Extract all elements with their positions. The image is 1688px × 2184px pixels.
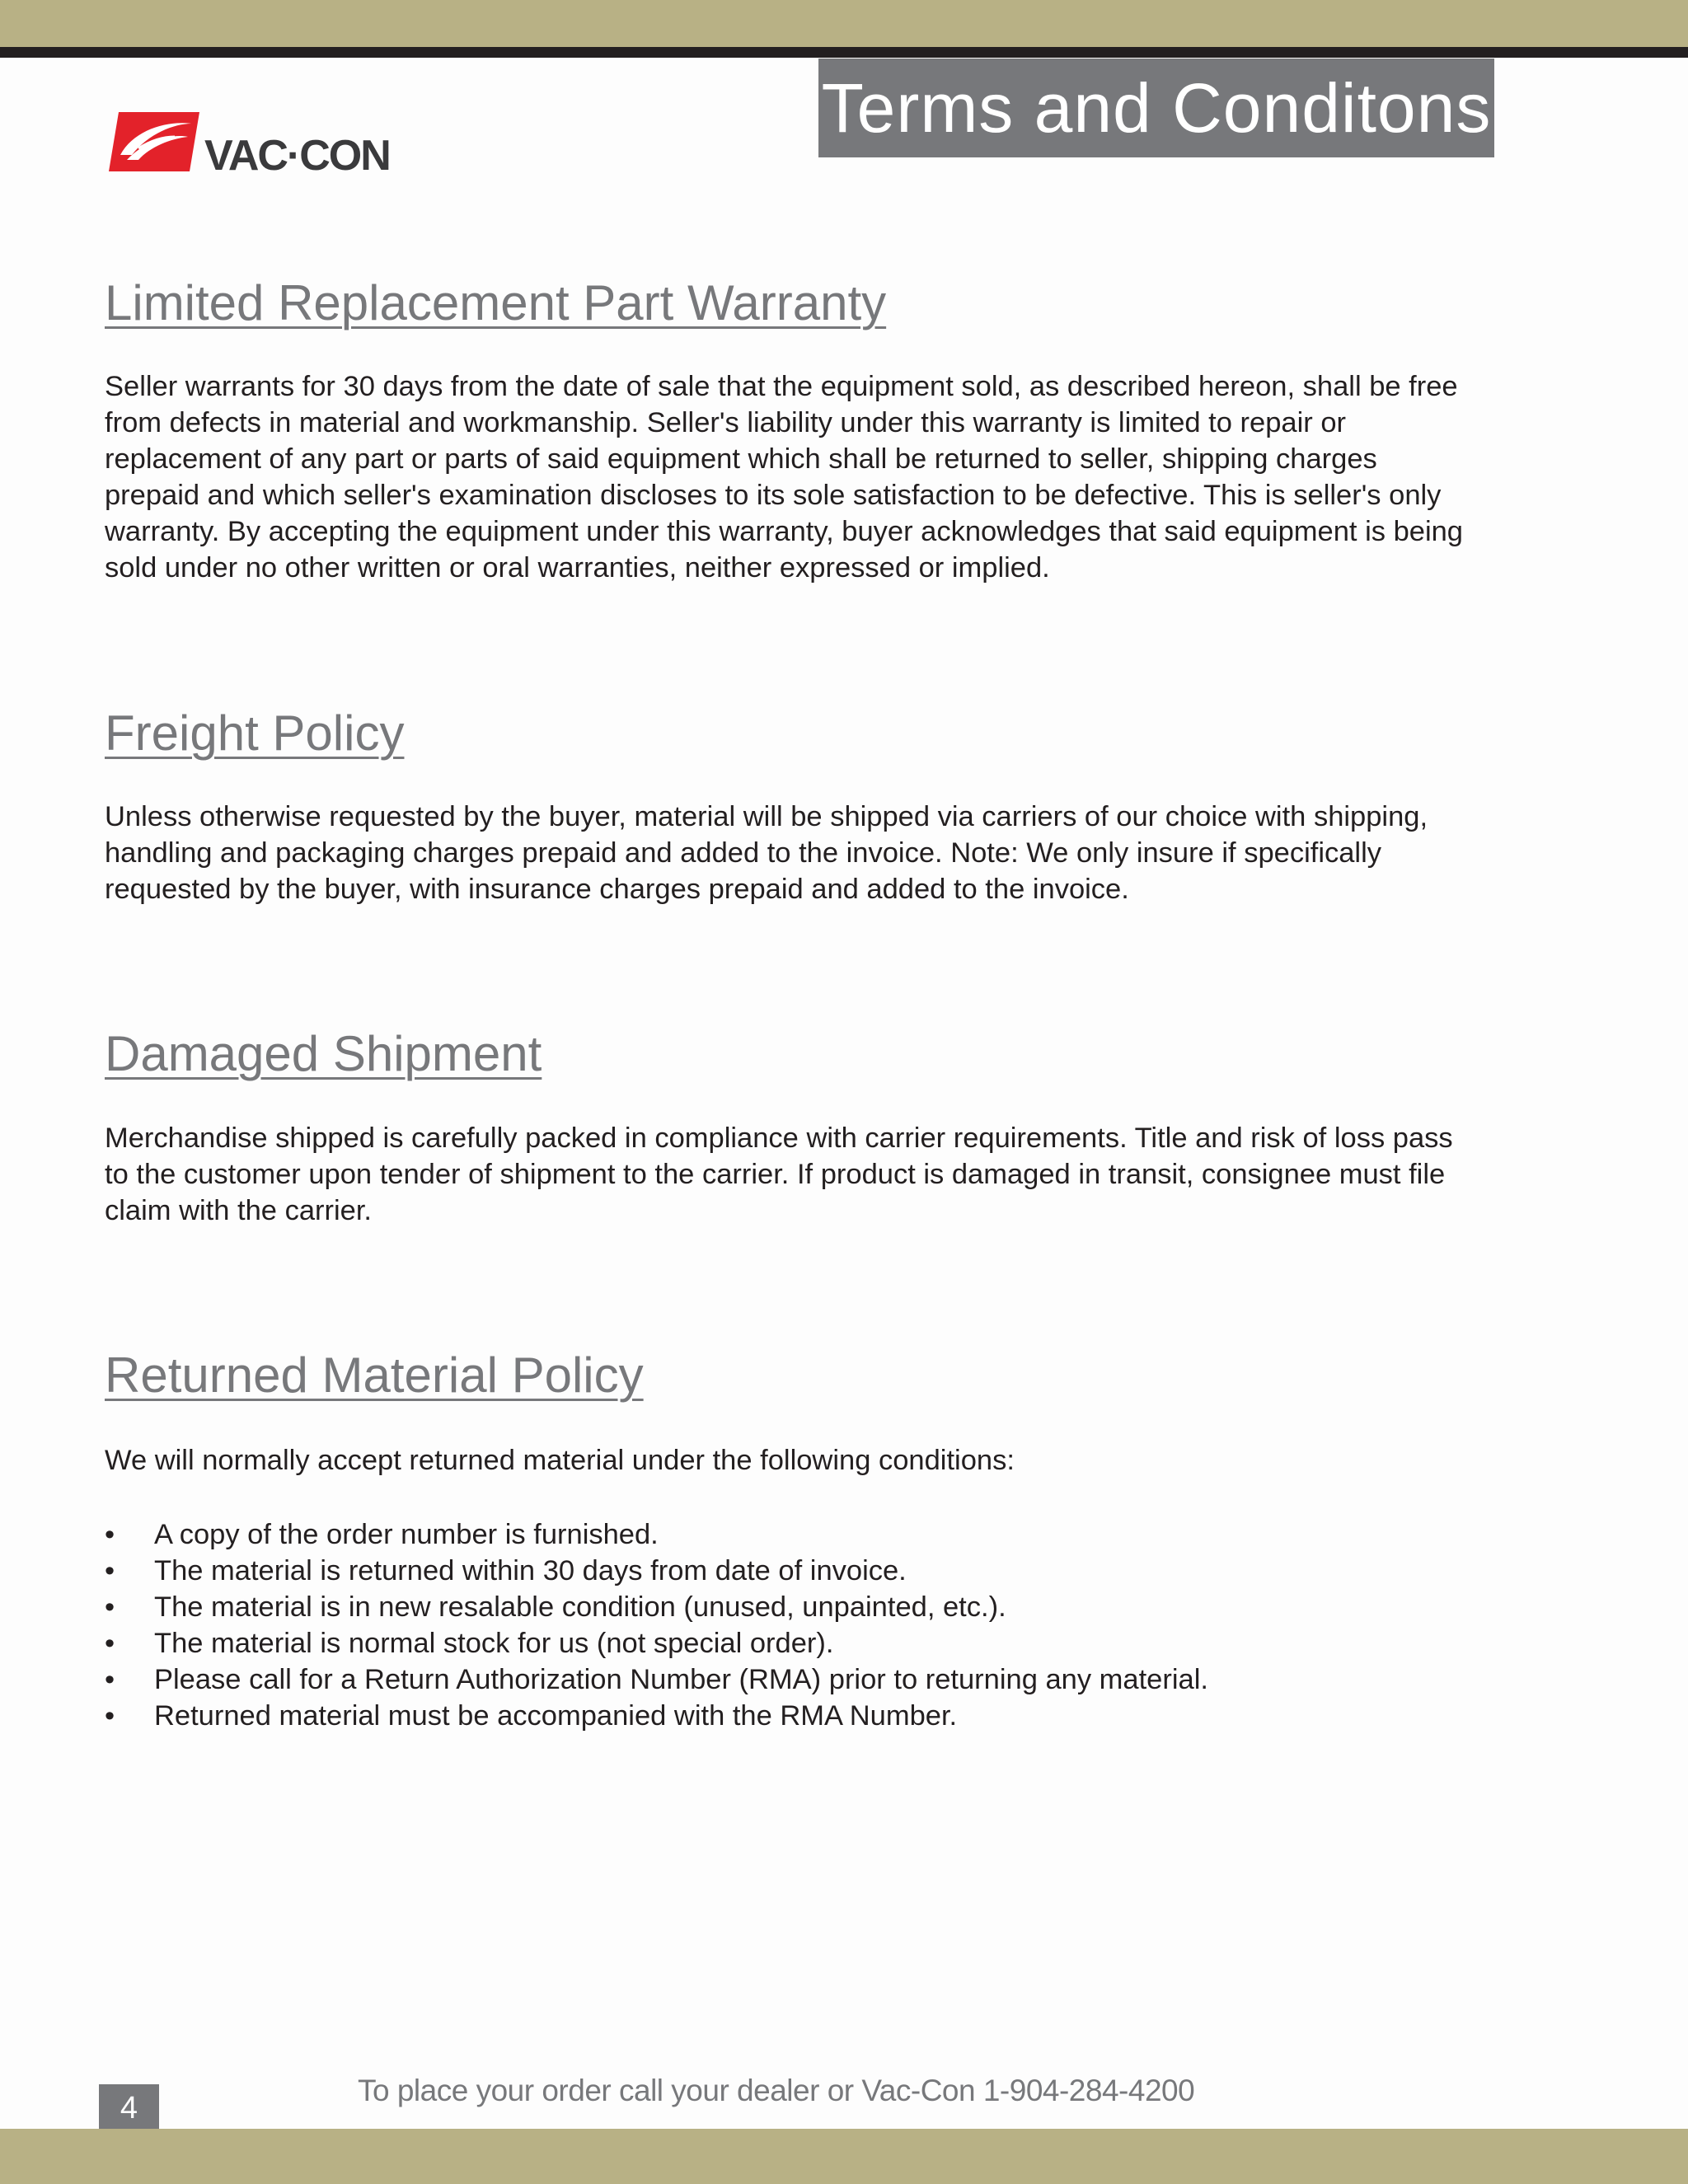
- list-item: [105, 1553, 1208, 1589]
- bullet-icon: •: [105, 1555, 115, 1586]
- page-number: 4: [99, 2084, 159, 2129]
- list-item-text: Returned material must be accompanied with the RMA Number.: [154, 1700, 958, 1732]
- list-item-text: The material is normal stock for us (not special order).: [154, 1628, 834, 1659]
- list-item-text: Please call for a Return Authorization Number (RMA) prior to returning any material.: [154, 1664, 1208, 1695]
- bullet-icon: •: [105, 1519, 115, 1550]
- bottom-decorative-band: [0, 2129, 1688, 2184]
- returned-conditions-list: [105, 1516, 1208, 1734]
- list-item: [105, 1589, 1208, 1625]
- list-item-text: The material is returned within 30 days from date of invoice.: [154, 1555, 907, 1586]
- bullet-icon: •: [105, 1628, 115, 1659]
- section-body-warranty: Seller warrants for 30 days from the date of sale that the equipment sold, as described hereon, shall be free from defects in material and workmanship. Seller's liability under this warranty is limited to repair or replacement of any part or parts of said equipment which shall be returned to seller, shipping charges prepaid and which seller's examination discloses to its sole satisfaction to be defective. This is seller's only warranty. By accepting the equipment under this warranty, buyer acknowledges that said equipment is being sold under no other written or oral warranties, neither expressed or implied.: [105, 371, 1463, 583]
- list-item-text: A copy of the order number is furnished.: [154, 1519, 659, 1550]
- vac-con-logo: [109, 112, 415, 176]
- bullet-icon: •: [105, 1591, 115, 1623]
- top-decorative-band: [0, 0, 1688, 47]
- list-item-text: The material is in new resalable condition (unused, unpainted, etc.).: [154, 1591, 1006, 1623]
- top-rule: [0, 47, 1688, 58]
- section-heading-damaged: Damaged Shipment: [105, 1026, 542, 1081]
- section-heading-warranty: Limited Replacement Part Warranty: [105, 275, 887, 330]
- logo-wordmark: VAC·CON: [204, 132, 390, 176]
- section-body-damaged: Merchandise shipped is carefully packed in compliance with carrier requirements. Title and risk of loss pass to the customer upon tender of shipment to the carrier. If product is damaged in transit, consignee must file claim with the carrier.: [105, 1122, 1453, 1226]
- page-title: Terms and Conditons: [818, 59, 1494, 157]
- bullet-icon: •: [105, 1700, 115, 1732]
- section-body-freight: Unless otherwise requested by the buyer, material will be shipped via carriers of our choice with shipping, handling and packaging charges prepaid and added to the invoice. Note: We only insure if specifically requested by the buyer, with insurance charges prepaid and added to the invoice.: [105, 801, 1428, 905]
- footer-contact-text: To place your order call your dealer or Vac-Con 1-904-284-4200: [358, 2074, 1195, 2107]
- section-heading-freight: Freight Policy: [105, 705, 405, 761]
- bullet-icon: •: [105, 1664, 115, 1695]
- section-body-returned: We will normally accept returned material under the following conditions:: [105, 1445, 1015, 1476]
- list-item: [105, 1698, 1208, 1734]
- list-item: [105, 1625, 1208, 1661]
- section-heading-returned: Returned Material Policy: [105, 1347, 644, 1403]
- list-item: [105, 1661, 1208, 1698]
- list-item: [105, 1516, 1208, 1553]
- vac-con-logo-icon: [109, 112, 415, 176]
